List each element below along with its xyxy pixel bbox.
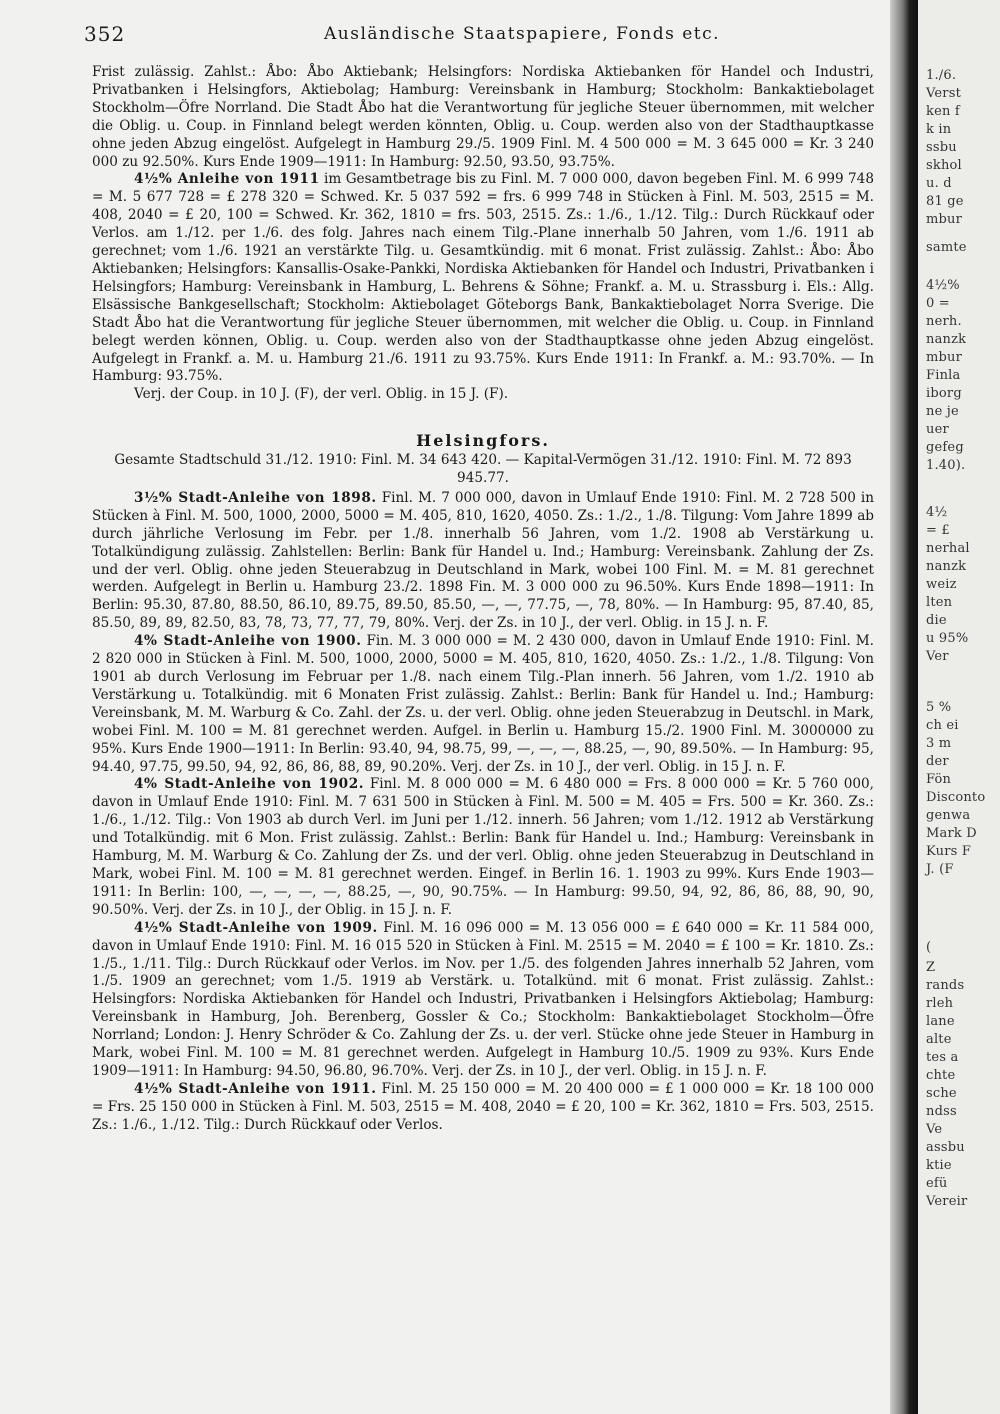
adjacent-page-fragment: Disconto: [926, 790, 986, 805]
adjacent-page-fragment: ken f: [926, 104, 960, 119]
loan-body: Fin. M. 3 000 000 = M. 2 430 000, davon in Umlauf Ende 1910: Finl. M. 2 820 000 in Stücken à Finl. M. 500, 1000, 2000, 5000 = M. 405, 810, 1620, 4050. Zs.: 1./2., 1./8. Tilgung: Von 1901 ab durch Verlosung im Februar per 1./8. nach einem Tilg.-Plan innerh. 56 Jahren, vom 1./2. 1910 ab Verstärkung u. Totalkündig. mit 6 Monaten Frist zulässig. Zahlst.: Berlin: Bank für Handel u. Ind.; Hamburg: Vereinsbank, M. M. Warburg & Co. Zahl. der Zs. u. der verl. Oblig. ohne jeden Steuerabzug in Deutschl. in Mark, wobei Finl. M. 100 = M. 81 gerechnet werden. Aufgel. in Berlin u. Hamburg 15./2. 1900 Finl. M. 3000000 zu 95%. Kurs Ende 1900—1911: In Berlin: 93.40, 94, 98.75, 99, —, —, —, 88.25, —, 90, 89.50%. — In Hamburg: 95, 94.40, 97.75, 99.50, 94, 92, 86, 86, 88, 89, 90.20%. Verj. der Zs. in 10 J., der verl. Oblig. in 15 J. n. F.: [92, 633, 875, 775]
page-body: [92, 64, 874, 1135]
adjacent-page-fragment: mbur: [926, 350, 963, 365]
adjacent-page-fragment: 3 m: [926, 736, 952, 751]
running-title: Ausländische Staatspapiere, Fonds etc.: [324, 24, 721, 44]
adjacent-page-fragment: 4½: [926, 505, 948, 520]
adjacent-page-fragment: = £: [926, 523, 950, 538]
adjacent-page-fragment: die: [926, 613, 947, 628]
adjacent-page-fragment: ndss: [926, 1104, 957, 1119]
loan-entry: [92, 776, 874, 919]
adjacent-page-fragment: skhol: [926, 158, 962, 173]
loan-title: 4½% Stadt-Anleihe von 1911.: [134, 1080, 377, 1097]
adjacent-page-fragment: sche: [926, 1086, 957, 1101]
adjacent-page-strip: [918, 0, 1000, 1414]
book-gutter: [890, 0, 918, 1414]
adjacent-page-fragment: assbu: [926, 1140, 965, 1155]
adjacent-page-fragment: Ve: [926, 1122, 943, 1137]
page-number: 352: [84, 22, 126, 46]
adjacent-page-fragment: 5 %: [926, 700, 952, 715]
adjacent-page-fragment: Verst: [926, 86, 961, 101]
adjacent-page-fragment: ne je: [926, 404, 959, 419]
adjacent-page-fragment: 1.40).: [926, 458, 966, 473]
adjacent-page-fragment: 1./6.: [926, 68, 957, 83]
loan-entry: [92, 490, 874, 633]
loan-body: im Gesamtbetrage bis zu Finl. M. 7 000 000, davon begeben Finl. M. 6 999 748 = M. 5 677 728 = £ 278 320 = Schwed. Kr. 5 037 592 = frs. 6 999 748 in Stücken à Finl. M. 503, 2515 = M. 408, 2040 = £ 20, 100 = Schwed. Kr. 362, 1810 = frs. 503, 2515. Zs.: 1./6., 1./12. Tilg.: Durch Rückkauf oder Verlos. am 1./12. per 1./6. des folg. Jahres nach einem Tilg.-Plane innerhalb 50 Jahren, vom 1./6. 1911 ab gerechnet; vom 1./6. 1921 an verstärkte Tilg. u. Gesamtkündig. mit 6 monat. Frist zulässig. Zahlst.: Åbo: Åbo Aktiebanken; Helsingfors: Kansallis-Osake-Pankki, Nordiska Aktiebanken för Handel och Industri, Privatbanken i Helsingfors; Hamburg: Vereinsbank in Hamburg, L. Behrens & Söhne; Frankf. a. M. u. Strassburg i. Els.: Allg. Elsässische Bankgesellschaft; Stockholm: Aktiebolaget Göteborgs Bank, Bankaktiebolaget Norra Sverige. Die Stadt Åbo hat die Verantwortung für jegliche Steuer übernommen, mit welcher die Oblig. u. Coup. in Finnland belegt werden können, Oblig. u. Coup. werden also von der Stadthauptkasse ohne jeden Abzug eingelöst. Aufgelegt in Frankf. a. M. u. Hamburg 21./6. 1911 zu 93.75%. Kurs Ende 1911: In Frankf. a. M.: 93.70%. — In Hamburg: 93.75%.: [92, 171, 874, 385]
paragraph-abo-1911: [92, 171, 874, 386]
loan-body: Finl. M. 16 096 000 = M. 13 056 000 = £ 640 000 = Kr. 11 584 000, davon in Umlauf Ende 1910: Finl. M. 16 015 520 in Stücken à Finl. M. 2515 = M. 2040 = £ 100 = Kr. 1810. Zs.: 1./5., 1./11. Tilg.: Durch Rückkauf oder Verlos. im Nov. per 1./5. des folgenden Jahres innerhalb 52 Jahren, vom 1./5. 1909 an gerechnet; vom 1./5. 1919 ab Verstärk. u. Totalkünd. mit 6 monat. Frist zulässig. Zahlst.: Helsingfors: Nordiska Aktiebanken för Handel och Industri, Privatbanken i Helsingfors Aktiebolag; Hamburg: Vereinsbank in Hamburg, Joh. Berenberg, Gossler & Co.; Stockholm: Bankaktiebolaget Stockholm—Öfre Norrland; London: J. Henry Schröder & Co. Zahlung der Zs. u. der verl. Stücke ohne jede Steuer in Hamburg in Mark, wobei Finl. M. 100 = M. 81 gerechnet werden. Aufgelegt in Hamburg 10./5. 1909 zu 93%. Kurs Ende 1909—1911: In Hamburg: 94.50, 96.80, 96.70%. Verj. der Zs. in 10 J., der verl. Oblig. in 15 J. n. F.: [92, 919, 874, 1079]
adjacent-page-fragment: tes a: [926, 1050, 959, 1065]
adjacent-page-fragment: Finla: [926, 368, 961, 383]
adjacent-page-fragment: ch ei: [926, 718, 959, 733]
loan-body: Finl. M. 25 150 000 = M. 20 400 000 = £ 1 000 000 = Kr. 18 100 000 = Frs. 25 150 000 in Stücken à Finl. M. 503, 2515 = M. 408, 2040 = £ 20, 100 = Kr. 362, 1810 = Frs. 503, 2515. Zs.: 1./6., 1./12. Tilg.: Durch Rückkauf oder Verlos.: [92, 1080, 875, 1133]
adjacent-page-fragment: 4½%: [926, 278, 960, 293]
loan-body: Finl. M. 8 000 000 = M. 6 480 000 = Frs. 8 000 000 = Kr. 5 760 000, davon in Umlauf Ende 1910: Finl. M. 7 631 500 in Stücken à Finl. M. 500 = M. 405 = Frs. 500 = Kr. 360. Zs.: 1./6., 1./12. Tilg.: Von 1903 ab durch Verl. im Juni per 1./12. innerh. 56 Jahren; vom 1./12. 1912 ab Verstärkung und Totalkündig. mit 6 Mon. Frist zulässig. Zahlst.: Berlin: Bank für Handel u. Ind.; Hamburg: Vereinsbank in Hamburg, M. M. Warburg & Co. Zahlung der Zs. und der verl. Oblig. ohne jeden Steuerabzug in Deutschland in Mark, wobei Finl. M. 100 = M. 81 gerechnet werden. Eingef. in Berlin 16. 1. 1903 zu 99%. Kurs Ende 1903—1911: In Berlin: 100, —, —, —, —, 88.25, —, 90, 90.75%. — In Hamburg: 99.50, 94, 92, 86, 86, 88, 90, 90, 90.50%. Verj. der Zs. in 10 J., der Oblig. in 15 J. n. F.: [92, 776, 874, 918]
adjacent-page-fragment: uer: [926, 422, 949, 437]
loan-title: 3½% Stadt-Anleihe von 1898.: [134, 489, 377, 506]
adjacent-page-fragment: der: [926, 754, 949, 769]
adjacent-page-fragment: nanzk: [926, 332, 967, 347]
adjacent-page-fragment: Z: [926, 960, 936, 975]
adjacent-page-fragment: k in: [926, 122, 952, 137]
adjacent-page-fragment: 81 ge: [926, 194, 964, 209]
adjacent-page-fragment: lten: [926, 595, 953, 610]
adjacent-page-fragment: J. (F: [926, 862, 954, 877]
page-header: [84, 20, 884, 46]
loan-title: 4% Stadt-Anleihe von 1900.: [134, 633, 362, 650]
adjacent-page-fragment: (: [926, 940, 932, 955]
adjacent-page-fragment: mbur: [926, 212, 963, 227]
paragraph-verjaehrung: Verj. der Coup. in 10 J. (F), der verl. Oblig. in 15 J. (F).: [134, 386, 509, 403]
adjacent-page-fragment: nerhal: [926, 541, 970, 556]
adjacent-page-fragment: efü: [926, 1176, 948, 1191]
adjacent-page-fragment: 0 =: [926, 296, 950, 311]
adjacent-page-fragment: samte: [926, 240, 967, 255]
adjacent-page-fragment: lane: [926, 1014, 955, 1029]
section-heading-helsingfors: Helsingfors.: [416, 431, 550, 451]
adjacent-page-fragment: chte: [926, 1068, 956, 1083]
adjacent-page-fragment: Vereir: [926, 1194, 968, 1209]
adjacent-page-fragment: iborg: [926, 386, 962, 401]
adjacent-page-fragment: genwa: [926, 808, 971, 823]
helsingfors-summary: Gesamte Stadtschuld 31./12. 1910: Finl. M. 34 643 420. — Kapital-Vermögen 31./12. 1910: Finl. M. 72 893 945.77.: [114, 452, 852, 487]
adjacent-page-fragment: Fön: [926, 772, 952, 787]
loan-title: 4½% Stadt-Anleihe von 1909.: [134, 919, 378, 936]
loan-entry: [92, 920, 874, 1081]
adjacent-page-fragment: u 95%: [926, 631, 969, 646]
adjacent-page-fragment: Ver: [926, 649, 949, 664]
adjacent-page-fragment: rands: [926, 978, 965, 993]
loan-title: 4½% Anleihe von 1911: [134, 171, 320, 188]
adjacent-page-fragment: gefeg: [926, 440, 964, 455]
adjacent-page-fragment: rleh: [926, 996, 954, 1011]
adjacent-page-fragment: Mark D: [926, 826, 977, 841]
adjacent-page-fragment: alte: [926, 1032, 952, 1047]
loan-body: Finl. M. 7 000 000, davon in Umlauf Ende 1910: Finl. M. 2 728 500 in Stücken à Finl. M. 500, 1000, 2000, 5000 = M. 405, 810, 1620, 4050. Zs.: 1./2., 1./8. Tilgung: Vom Jahre 1899 ab durch jährliche Verlosung im Febr. per 1./8. innerhalb 56 Jahren, vom 1./2. 1908 ab Verstärkung u. Totalkündigung zulässig. Zahlstellen: Berlin: Bank für Handel u. Ind.; Hamburg: Vereinsbank. Zahlung der Zs. und der verl. Oblig. ohne jeden Steuerabzug in Deutschland in Mark, wobei 100 Finl. M. = M. 81 gerechnet werden. Aufgelegt in Berlin u. Hamburg 23./2. 1898 Fin. M. 3 000 000 zu 96.50%. Kurs Ende 1898—1911: In Berlin: 95.30, 87.80, 88.50, 86.10, 89.75, 89.50, 85.50, —, —, 77.75, —, 78, 80%. — In Hamburg: 95, 87.40, 85, 85.50, 89, 89, 82.50, 83, 78, 73, 77, 77, 79, 80%. Verj. der Zs. in 10 J., der verl. Oblig. in 15 J. n. F.: [92, 489, 875, 632]
adjacent-page-fragment: weiz: [926, 577, 957, 592]
adjacent-page-fragment: ktie: [926, 1158, 952, 1173]
loan-title: 4% Stadt-Anleihe von 1902.: [134, 776, 365, 793]
adjacent-page-fragment: nerh.: [926, 314, 962, 329]
adjacent-page-fragment: Kurs F: [926, 844, 972, 859]
loan-entry: [92, 633, 874, 776]
loan-entry: [92, 1081, 874, 1135]
adjacent-page-fragment: ssbu: [926, 140, 957, 155]
paragraph-abo-1909-continuation: Frist zulässig. Zahlst.: Åbo: Åbo Aktiebank; Helsingfors: Nordiska Aktiebanken för Handel och Industri, Privatbanken i Helsingfors, Aktiebolag; Hamburg: Vereinsbank in Hamburg; Stockholm: Bankaktiebolaget Stockholm—Öfre Norrland. Die Stadt Åbo hat die Verantwortung für jegliche Steuer übernommen, mit welcher die Oblig. u. Coup. in Finnland belegt werden könnten, Oblig. u. Coup. werden also von der Stadthauptkasse ohne jeden Abzug eingelöst. Aufgelegt in Hamburg 29./5. 1909 Finl. M. 4 500 000 = M. 3 645 000 = Kr. 3 240 000 zu 92.50%. Kurs Ende 1909—1911: In Hamburg: 92.50, 93.50, 93.75%.: [92, 64, 874, 170]
adjacent-page-fragment: nanzk: [926, 559, 967, 574]
adjacent-page-fragment: u. d: [926, 176, 952, 191]
